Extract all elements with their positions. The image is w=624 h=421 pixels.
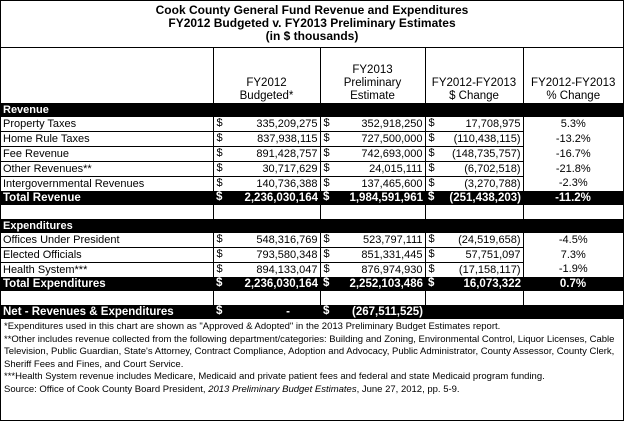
- percent-change-value: -13.2%: [555, 132, 591, 145]
- row-label: Total Revenue: [3, 191, 81, 204]
- row-label: Fee Revenue: [1, 147, 213, 162]
- percent-change-value: -11.2%: [555, 191, 591, 204]
- fy2012-value: [213, 147, 320, 162]
- revenue-heading: Revenue: [3, 103, 49, 116]
- title-line-3: (in $ thousands): [265, 29, 359, 43]
- net-fy2012: $ -: [216, 305, 290, 318]
- currency-symbol: $: [323, 177, 330, 189]
- currency-symbol: $: [216, 233, 223, 245]
- column-header-row: [1, 48, 623, 104]
- dollar-change-value: [425, 277, 523, 291]
- currency-symbol: $: [323, 117, 330, 129]
- currency-symbol: $: [323, 147, 330, 159]
- fy2012-value: [213, 277, 320, 291]
- row-label: Total Expenditures: [3, 277, 106, 290]
- header-percent-change: [523, 48, 623, 104]
- fy2012-value: [213, 117, 320, 132]
- currency-symbol: $: [216, 132, 223, 144]
- header-fy2013-line3: Estimate: [350, 90, 395, 102]
- cell-value: 17,708,975: [465, 117, 521, 130]
- title-block: [1, 1, 623, 47]
- revenue-row: [1, 177, 623, 192]
- currency-symbol: $: [323, 248, 330, 260]
- cell-value: 523,797,111: [362, 233, 423, 246]
- fy2012-value: [213, 263, 320, 278]
- dollar-change-value: [425, 191, 523, 205]
- revenue-row: [1, 147, 623, 162]
- currency-symbol: $: [323, 162, 330, 174]
- fy2013-value: [320, 248, 425, 263]
- currency-symbol: $: [323, 277, 330, 289]
- cell-value: 742,693,000: [361, 147, 423, 160]
- revenue-row: [1, 117, 623, 132]
- net-row: [1, 305, 623, 319]
- fy2013-value: [320, 162, 425, 177]
- title-line-2: FY2012 Budgeted v. FY2013 Preliminary Estimates: [168, 16, 456, 30]
- revenue-row: [1, 162, 623, 177]
- fy2013-value: [320, 177, 425, 192]
- header-dollar-change-line1: FY2012-FY2013: [431, 77, 517, 89]
- currency-symbol: $: [428, 248, 435, 260]
- currency-symbol: $: [428, 162, 435, 174]
- dollar-change-value: [425, 162, 523, 177]
- source-prefix: Source: Office of Cook County Board President,: [4, 383, 209, 395]
- source-suffix: , June 27, 2012, pp. 5-9.: [356, 383, 460, 395]
- currency-symbol: $: [323, 233, 330, 245]
- revenue-row: [1, 132, 623, 147]
- net-fy2013: $ (267,511,525): [323, 305, 423, 318]
- fy2012-value: [213, 248, 320, 263]
- row-label: Property Taxes: [1, 117, 213, 132]
- dollar-change-value: [425, 132, 523, 147]
- header-fy2013-line1: FY2013: [352, 64, 393, 76]
- cell-value: 793,580,348: [256, 248, 318, 261]
- percent-change-value: -4.5%: [558, 233, 588, 246]
- row-label: Intergovernmental Revenues: [1, 177, 213, 192]
- currency-symbol: $: [428, 277, 435, 289]
- row-label: Home Rule Taxes: [1, 132, 213, 147]
- fy2013-value: [320, 233, 425, 248]
- dollar-change-value: [425, 248, 523, 263]
- cell-value: 1,984,591,961: [349, 191, 423, 204]
- fy2013-value: [320, 277, 425, 291]
- cell-value: (148,735,757): [452, 147, 521, 160]
- cell-value: 894,133,047: [256, 263, 318, 276]
- expenditures-row: [1, 263, 623, 278]
- percent-change-value: -2.3%: [558, 177, 588, 190]
- cell-value: (110,438,115): [453, 132, 521, 145]
- currency-symbol: $: [428, 233, 435, 245]
- dollar-change-value: [425, 233, 523, 248]
- currency-symbol: $: [216, 147, 223, 159]
- source-title: 2013 Preliminary Budget Estimates: [208, 383, 357, 395]
- expenditure-total: [1, 277, 623, 291]
- cell-value: 137,465,600: [361, 177, 423, 190]
- header-fy2012: [213, 48, 320, 104]
- fy2013-value: [320, 117, 425, 132]
- fy2012-value: [213, 162, 320, 177]
- header-fy2012-line2: Budgeted*: [239, 90, 294, 102]
- budget-table: [1, 47, 623, 319]
- cell-value: 24,015,111: [369, 162, 423, 175]
- cell-value: 891,428,757: [256, 147, 318, 160]
- source-note: [4, 384, 620, 397]
- cell-value: 2,252,103,486: [349, 277, 423, 290]
- currency-symbol: $: [216, 177, 223, 189]
- currency-symbol: $: [323, 263, 330, 275]
- currency-symbol: $: [428, 177, 435, 189]
- net-label: Net - Revenues & Expenditures: [3, 305, 174, 318]
- header-fy2012-line1: FY2012: [246, 77, 287, 89]
- revenue-total-row: [1, 191, 623, 205]
- fy2013-value: [320, 191, 425, 205]
- revenue-rows: [1, 117, 623, 191]
- percent-change-value: -1.9%: [558, 263, 588, 276]
- cell-value: 16,073,322: [463, 277, 521, 290]
- dollar-change-value: [425, 147, 523, 162]
- cell-value: 727,500,000: [361, 132, 423, 145]
- cell-value: 876,974,930: [361, 263, 423, 276]
- cell-value: 30,717,629: [262, 162, 318, 175]
- percent-change-value: 5.3%: [560, 117, 586, 130]
- dollar-change-value: [425, 117, 523, 132]
- expenditures-heading: Expenditures: [3, 219, 73, 232]
- fy2012-value: [213, 132, 320, 147]
- row-label: Health System***: [1, 263, 213, 278]
- cell-value: 140,736,388: [256, 177, 318, 190]
- fy2013-value: [320, 263, 425, 278]
- cell-value: 335,209,275: [256, 117, 318, 130]
- currency-symbol: $: [216, 191, 223, 203]
- header-percent-change-line2: % Change: [546, 90, 601, 102]
- expenditure-rows: [1, 233, 623, 277]
- spacer-row-2: [1, 291, 623, 305]
- currency-symbol: $: [428, 117, 435, 129]
- footnotes: [1, 319, 623, 397]
- percent-change-value: 7.3%: [560, 248, 586, 261]
- percent-change-value: 0.7%: [559, 277, 587, 290]
- currency-symbol: $: [428, 147, 435, 159]
- currency-symbol: $: [428, 263, 435, 275]
- header-fy2013: [320, 48, 425, 104]
- currency-symbol: $: [323, 132, 330, 144]
- currency-symbol: $: [428, 191, 435, 203]
- title-line-1: Cook County General Fund Revenue and Expenditures: [155, 3, 469, 17]
- header-fy2013-line2: Preliminary: [343, 77, 402, 89]
- currency-symbol: $: [323, 191, 330, 203]
- header-blank-cell: [1, 48, 213, 104]
- header-dollar-change-line2: $ Change: [449, 90, 499, 102]
- spacer-row: [1, 205, 623, 219]
- revenue-section-header: [1, 103, 623, 117]
- cell-value: (6,702,518): [464, 162, 521, 175]
- fy2012-value: [213, 191, 320, 205]
- expenditures-row: [1, 248, 623, 263]
- percent-change-value: -16.7%: [555, 147, 591, 160]
- expenditures-total-row: [1, 277, 623, 291]
- currency-symbol: $: [216, 117, 223, 129]
- fy2013-value: [320, 132, 425, 147]
- cell-value: (24,519,658): [458, 233, 521, 246]
- cell-value: (3,270,788): [464, 177, 521, 190]
- footnote-2: **Other includes revenue collected from the following department/categories: Building and Zoning, Environmental Control, Liquor Licenses, Cable Television, Public Guardian, State's Attorney, Contract Compliance, Adoption and Advocacy, Public Administrator, County Assessor, County Clerk, Sheriff Fees and Fines, and Court Service.: [4, 333, 615, 370]
- cell-value: (17,158,117): [458, 263, 521, 276]
- cell-value: 837,938,115: [257, 132, 318, 145]
- cell-value: 2,236,030,164: [244, 191, 318, 204]
- dollar-change-value: [425, 263, 523, 278]
- revenue-total: [1, 191, 623, 205]
- expenditures-section-header: [1, 219, 623, 233]
- expenditures-row: [1, 233, 623, 248]
- footnote-1: *Expenditures used in this chart are shown as "Approved & Adopted" in the 2013 Preliminary Budget Estimates report.: [4, 321, 501, 332]
- dollar-change-value: [425, 177, 523, 192]
- currency-symbol: $: [216, 248, 223, 260]
- fy2012-value: [213, 177, 320, 192]
- currency-symbol: $: [428, 132, 435, 144]
- row-label: Other Revenues**: [1, 162, 213, 177]
- cell-value: 851,331,445: [361, 248, 423, 261]
- percent-change-value: -21.8%: [555, 162, 591, 175]
- fy2013-value: [320, 147, 425, 162]
- currency-symbol: $: [216, 277, 223, 289]
- currency-symbol: $: [216, 263, 223, 275]
- cell-value: 2,236,030,164: [244, 277, 318, 290]
- cell-value: (251,438,203): [449, 191, 521, 204]
- cell-value: 352,918,250: [361, 117, 423, 130]
- row-label: Offices Under President: [1, 233, 213, 248]
- currency-symbol: $: [216, 162, 223, 174]
- cell-value: 57,751,097: [465, 248, 521, 261]
- row-label: Elected Officials: [1, 248, 213, 263]
- header-percent-change-line1: FY2012-FY2013: [531, 77, 616, 89]
- fy2012-value: [213, 233, 320, 248]
- header-dollar-change: [425, 48, 523, 104]
- footnote-3: ***Health System revenue includes Medicare, Medicaid and private patient fees and federal and state Medicaid program funding.: [4, 371, 545, 383]
- cell-value: 548,316,769: [256, 233, 318, 246]
